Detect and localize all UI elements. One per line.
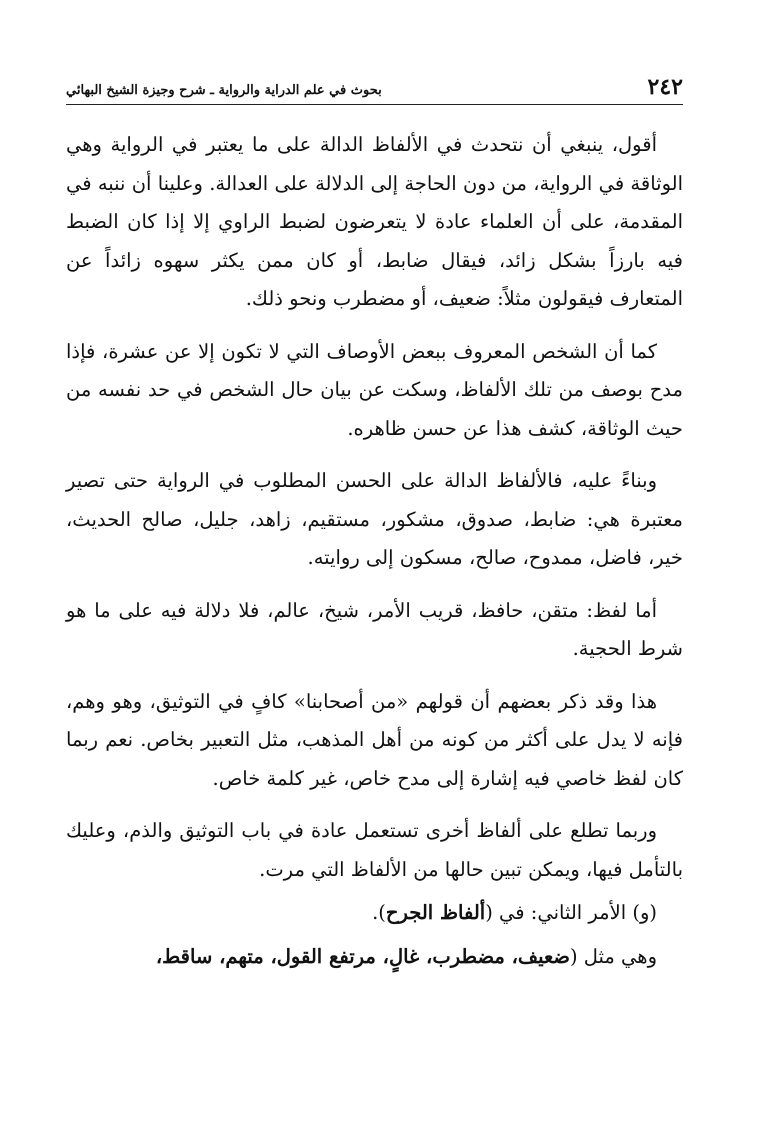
page-number: ٢٤٢: [647, 74, 683, 100]
last-line-prefix: وهي مثل (: [569, 944, 657, 968]
section-heading: [66, 894, 683, 933]
paragraph: أقول، ينبغي أن نتحدث في الألفاظ الدالة على ما يعتبر في الرواية وهي الوثاقة في الرواية، من دون الحاجة إلى الدلالة على العدالة. وعلينا أن ننبه في المقدمة، على أن العلماء عادة لا يتعرضون لضبط الراوي إلا إذا كان الضبط فيه بارزاً بشكل زائد، فيقال ضابط، أو كان ممن يكثر سهوه زائداً عن المتعارف فيقولون مثلاً: ضعيف، أو مضطرب ونحو ذلك.: [66, 133, 683, 310]
section-title: ألفاظ الجرح: [385, 901, 486, 924]
section-prefix: (و) الأمر الثاني: في (: [485, 901, 657, 924]
body-text: [66, 126, 683, 990]
paragraph: كما أن الشخص المعروف ببعض الأوصاف التي لا تكون إلا عن عشرة، فإذا مدح بوصف من تلك الألفاظ، وسكت عن بيان حال الشخص في حد نفسه من حيث الوثاقة، كشف هذا عن حسن ظاهره.: [66, 339, 683, 440]
jarh-terms: ضعيف، مضطرب، غالٍ، مرتفع القول، متهم، ساقط،: [155, 944, 570, 968]
paragraph: هذا وقد ذكر بعضهم أن قولهم «من أصحابنا» كافٍ في التوثيق، وهو وهم، فإنه لا يدل على أكثر من كونه من أهل المذهب، مثل التعبير بخاص. نعم ربما كان لفظ خاصي فيه إشارة إلى مدح خاص، غير كلمة خاص.: [66, 689, 683, 790]
page-header: [66, 74, 683, 105]
section-suffix: ).: [372, 901, 386, 924]
running-title: بحوث في علم الدراية والرواية ـ شرح وجيزة الشيخ البهائي: [66, 83, 382, 98]
paragraph: وربما تطلع على ألفاظ أخرى تستعمل عادة في باب التوثيق والذم، وعليك بالتأمل فيها، ويمكن تبين حالها من الألفاظ التي مرت.: [66, 819, 683, 881]
paragraph: وبناءً عليه، فالألفاظ الدالة على الحسن المطلوب في الرواية حتى تصير معتبرة هي: ضابط، صدوق، مشكور، مستقيم، زاهد، جليل، صالح الحديث، خير، فاضل، ممدوح، صالح، مسكون إلى روايته.: [66, 469, 683, 569]
paragraph-last: [66, 938, 683, 977]
paragraph: أما لفظ: متقن، حافظ، قريب الأمر، شيخ، عالم، فلا دلالة فيه على ما هو شرط الحجية.: [66, 598, 683, 660]
